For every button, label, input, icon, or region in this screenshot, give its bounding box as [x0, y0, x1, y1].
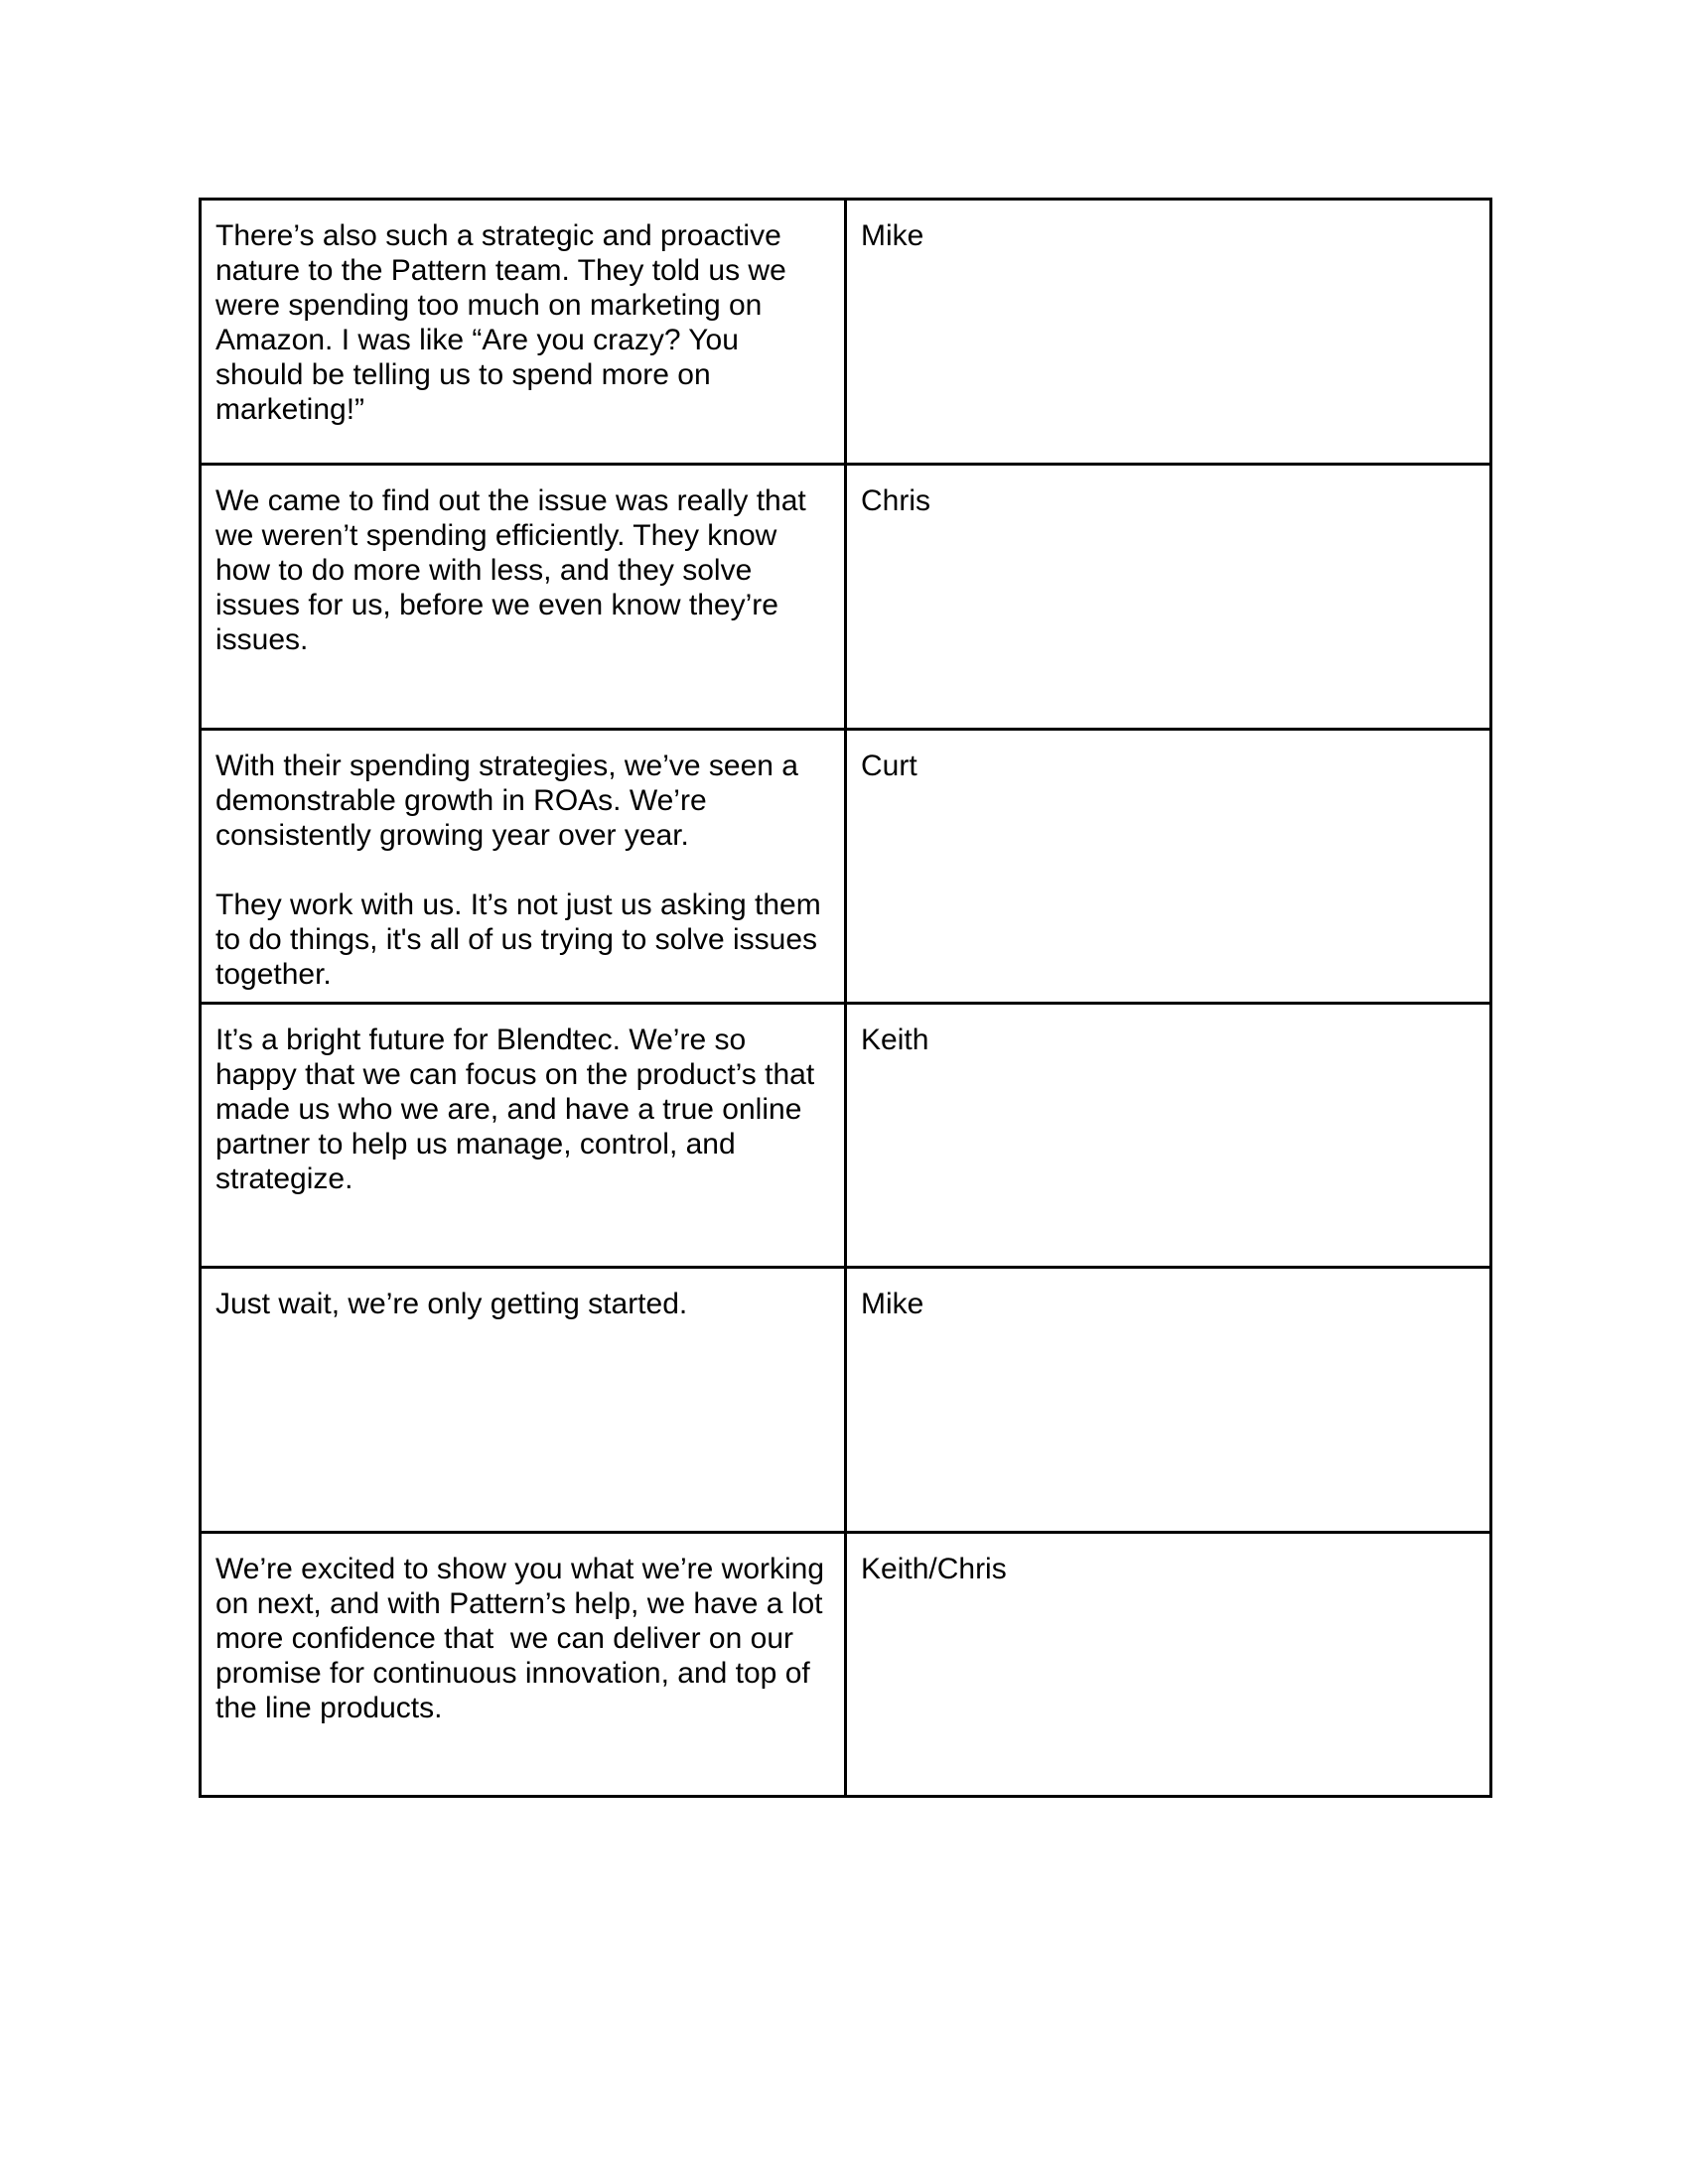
table-row: [201, 1004, 1491, 1268]
dialogue-text: They work with us. It’s not just us asking them to do things, it's all of us trying to solve issues together.: [215, 888, 830, 991]
dialogue-text: We’re excited to show you what we’re working on next, and with Pattern’s help, we have a lot more confidence that we can deliver on our promise for continuous innovation, and top of the line products.: [215, 1553, 833, 1724]
dialogue-text: There’s also such a strategic and proactive nature to the Pattern team. They told us we were spending too much on marketing on Amazon. I was like “Are you crazy? You should be telling us to spend more on marketing!”: [215, 219, 795, 426]
speaker-cell: [846, 200, 1491, 465]
dialogue-cell: [201, 465, 846, 730]
speaker-name: Keith: [861, 1024, 929, 1056]
script-table: [199, 198, 1492, 1798]
table-row: [201, 200, 1491, 465]
table-row: [201, 730, 1491, 1004]
speaker-name: Curt: [861, 750, 917, 782]
dialogue-cell: [201, 1268, 846, 1533]
dialogue-cell: [201, 1533, 846, 1797]
speaker-name: Mike: [861, 219, 924, 252]
speaker-cell: [846, 1004, 1491, 1268]
dialogue-cell: [201, 200, 846, 465]
speaker-name: Chris: [861, 484, 931, 517]
table-row: [201, 1268, 1491, 1533]
speaker-cell: [846, 1268, 1491, 1533]
table-row: [201, 465, 1491, 730]
dialogue-cell: [201, 1004, 846, 1268]
dialogue-cell: [201, 730, 846, 1004]
dialogue-text: It’s a bright future for Blendtec. We’re so happy that we can focus on the product’s that made us who we are, and have a true online partner to help us manage, control, and strategize.: [215, 1024, 823, 1195]
speaker-cell: [846, 730, 1491, 1004]
speaker-cell: [846, 1533, 1491, 1797]
dialogue-text: With their spending strategies, we’ve seen a demonstrable growth in ROAs. We’re consistently growing year over year.: [215, 750, 807, 852]
dialogue-text: We came to find out the issue was really that we weren’t spending efficiently. They know how to do more with less, and they solve issues for us, before we even know they’re issues.: [215, 484, 815, 656]
table-row: [201, 1533, 1491, 1797]
dialogue-text: Just wait, we’re only getting started.: [215, 1288, 688, 1320]
speaker-name: Keith/Chris: [861, 1553, 1007, 1585]
speaker-cell: [846, 465, 1491, 730]
speaker-name: Mike: [861, 1288, 924, 1320]
